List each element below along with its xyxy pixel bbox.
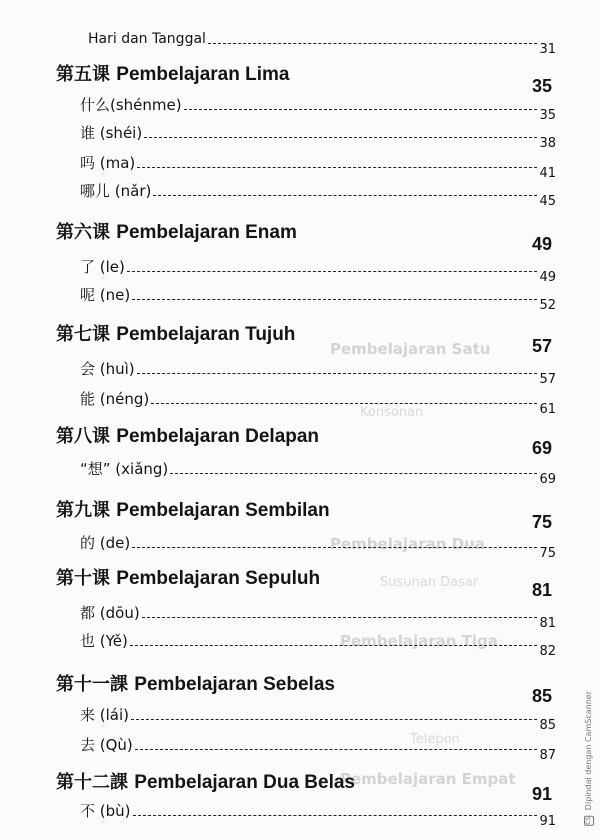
toc-entry-label: 谁 (shéi): [80, 124, 143, 142]
toc-entry-label: 吗 (ma): [80, 154, 136, 172]
toc-entry-hari-dan-tanggal[interactable]: [88, 30, 556, 57]
bleed-through-text: Telepon: [410, 732, 460, 747]
lesson-page: 85: [531, 686, 552, 706]
lesson-title-cn: 第十二課: [56, 772, 128, 793]
dotted-leader: [132, 299, 537, 300]
lesson-title-id: Pembelajaran Delapan: [116, 426, 320, 447]
camscanner-watermark: [584, 691, 594, 826]
dotted-leader: [144, 137, 537, 138]
toc-entry-ma[interactable]: [80, 154, 556, 181]
lesson-title-cn: 第十课: [56, 568, 110, 589]
toc-entry-label: 去 (Qù): [80, 736, 133, 754]
lesson-page: 35: [531, 76, 552, 96]
lesson-heading-10[interactable]: [56, 568, 556, 600]
bleed-through-text: Susunan Dasar: [380, 575, 479, 590]
toc-entry-le[interactable]: [80, 258, 556, 285]
toc-entry-nar[interactable]: [80, 182, 556, 209]
lesson-title-id: Pembelajaran Sembilan: [116, 500, 330, 521]
dotted-leader: [170, 473, 537, 474]
lesson-title-id: Pembelajaran Lima: [116, 64, 290, 85]
lesson-title-cn: 第七课: [56, 324, 110, 345]
dotted-leader: [184, 109, 538, 110]
toc-entry-label: 来 (lái): [80, 706, 129, 724]
toc-entry-page: 69: [539, 472, 556, 487]
lesson-title-cn: 第十一課: [56, 674, 128, 695]
lesson-heading-9[interactable]: [56, 500, 556, 532]
dotted-leader: [137, 167, 537, 168]
toc-entry-de[interactable]: [80, 534, 556, 561]
lesson-title-id: Pembelajaran Sepuluh: [116, 568, 321, 589]
dotted-leader: [127, 271, 538, 272]
toc-entry-page: 41: [539, 166, 556, 181]
dotted-leader: [137, 373, 538, 374]
camscanner-logo-icon: CS: [585, 817, 592, 825]
lesson-title-id: Pembelajaran Sebelas: [134, 674, 335, 695]
lesson-page: 81: [531, 580, 552, 600]
toc-entry-page: 61: [539, 402, 556, 417]
bleed-through-text: Pembelajaran Satu: [330, 340, 491, 358]
lesson-title-cn: 第八课: [56, 426, 110, 447]
dotted-leader: [133, 815, 538, 816]
lesson-page: 49: [531, 234, 552, 254]
lesson-title-id: Pembelajaran Tujuh: [116, 324, 296, 345]
dotted-leader: [135, 749, 538, 750]
bleed-through-text: Pembelajaran Empat: [340, 770, 516, 788]
toc-entry-label: 不 (bù): [80, 802, 131, 820]
lesson-title-cn: 第六课: [56, 222, 110, 243]
toc-entry-ne[interactable]: [80, 286, 556, 313]
toc-entry-label: 了 (le): [80, 258, 125, 276]
toc-entry-page: 49: [539, 270, 556, 285]
lesson-heading-6[interactable]: [56, 222, 556, 254]
toc-entry-page: 75: [539, 546, 556, 561]
toc-entry-bu[interactable]: [80, 802, 556, 829]
dotted-leader: [142, 617, 538, 618]
toc-entry-label: Hari dan Tanggal: [88, 31, 206, 47]
toc-entry-page: 35: [539, 108, 556, 123]
toc-entry-page: 81: [539, 616, 556, 631]
toc-entry-xiang[interactable]: [80, 460, 556, 487]
toc-entry-hui[interactable]: [80, 360, 556, 387]
toc-entry-page: 57: [539, 372, 556, 387]
toc-entry-label: 也 (Yě): [80, 632, 128, 650]
toc-entry-page: 87: [539, 748, 556, 763]
toc-entry-page: 31: [539, 42, 556, 57]
toc-entry-label: 呢 (ne): [80, 286, 131, 304]
lesson-page: 91: [531, 784, 552, 804]
toc-entry-ye[interactable]: [80, 632, 556, 659]
lesson-title-id: Pembelajaran Dua Belas: [134, 772, 355, 793]
toc-entry-label: 什么(shénme): [80, 96, 182, 114]
toc-entry-page: 82: [539, 644, 556, 659]
bleed-through-text: Konsonan: [360, 405, 424, 420]
lesson-title-id: Pembelajaran Enam: [116, 222, 297, 243]
dotted-leader: [132, 547, 537, 548]
lesson-title-cn: 第九课: [56, 500, 110, 521]
toc-entry-label: 都 (dōu): [80, 604, 140, 622]
dotted-leader: [208, 43, 538, 44]
lesson-page: 69: [531, 438, 552, 458]
toc-entry-shenme[interactable]: [80, 96, 556, 123]
toc-entry-page: 38: [539, 136, 556, 151]
lesson-heading-11[interactable]: [56, 674, 556, 706]
toc-entry-qu[interactable]: [80, 736, 556, 763]
dotted-leader: [130, 645, 538, 646]
bleed-through-text: Pembelajaran Dua: [330, 535, 485, 553]
toc-entry-page: 52: [539, 298, 556, 313]
toc-entry-page: 85: [539, 718, 556, 733]
lesson-heading-5[interactable]: [56, 64, 556, 96]
toc-entry-label: 能 (néng): [80, 390, 150, 408]
dotted-leader: [151, 403, 537, 404]
dotted-leader: [153, 195, 537, 196]
lesson-page: 75: [531, 512, 552, 532]
lesson-heading-12[interactable]: [56, 772, 556, 804]
toc-entry-label: 哪儿 (nǎr): [80, 182, 152, 200]
lesson-page: 57: [531, 336, 552, 356]
lesson-heading-8[interactable]: [56, 426, 556, 458]
toc-entry-page: 45: [539, 194, 556, 209]
toc-entry-label: 会 (huì): [80, 360, 135, 378]
toc-entry-page: 91: [539, 814, 556, 829]
dotted-leader: [131, 719, 537, 720]
toc-entry-label: 的 (de): [80, 534, 131, 552]
toc-entry-shei[interactable]: [80, 124, 556, 151]
watermark-text: Dipindai dengan CamScanner: [584, 691, 593, 811]
bleed-through-text: Pembelajaran Tiga: [340, 632, 498, 650]
lesson-title-cn: 第五课: [56, 64, 110, 85]
toc-entry-label: “想” (xiǎng): [80, 460, 169, 478]
toc-entry-lai[interactable]: [80, 706, 556, 733]
toc-entry-dou[interactable]: [80, 604, 556, 631]
